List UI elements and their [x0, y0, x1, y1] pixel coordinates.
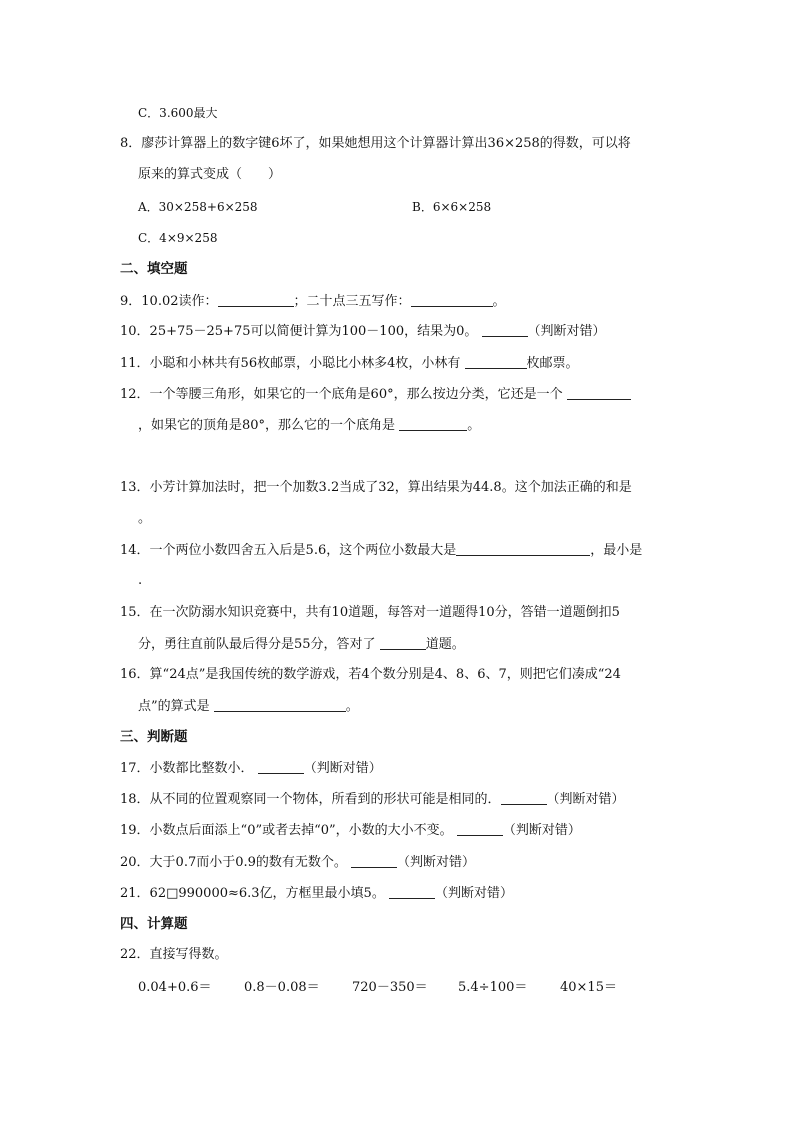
q11-text-a: 11．小聪和小林共有56枚邮票，小聪比小林多4枚，小林有	[120, 356, 461, 371]
judge-hint: （判断对错）	[397, 855, 476, 870]
answer-blank[interactable]	[351, 853, 397, 868]
answer-blank[interactable]	[380, 635, 426, 650]
answer-blank[interactable]	[482, 322, 528, 337]
section-heading-calc: 四、计算题	[120, 916, 188, 932]
answer-blank[interactable]	[389, 884, 435, 899]
q9-text-a: 9．10.02读作：	[120, 294, 218, 309]
judge-hint: （判断对错）	[502, 823, 581, 838]
q12-text-b: ，如果它的顶角是80°，那么它的一个底角是	[138, 418, 396, 433]
q14-line2: .	[138, 573, 143, 588]
calc-item: 40×15＝	[560, 980, 617, 995]
q11	[120, 354, 579, 373]
calc-item: 720－350＝	[352, 980, 428, 995]
q19	[120, 821, 581, 840]
q15-line1: 15．在一次防溺水知识竞赛中，共有10道题，每答对一道题得10分，答错一道题倒扣5	[120, 605, 620, 620]
answer-blank[interactable]	[218, 292, 294, 307]
q17	[120, 759, 382, 778]
q9	[120, 292, 506, 311]
answer-blank[interactable]	[567, 385, 631, 400]
q13-line2: 。	[138, 511, 152, 526]
q10	[120, 322, 606, 341]
q21	[120, 884, 513, 903]
q13-line1: 13．小芳计算加法时，把一个加数3.2当成了32，算出结果为44.8。这个加法正确的和是	[120, 480, 632, 495]
section-heading-fill: 二、填空题	[120, 261, 188, 277]
q12-line1	[120, 385, 631, 404]
q10-text: 10．25+75－25+75可以简便计算为100－100，结果为0。	[120, 324, 478, 339]
calc-item: 0.04+0.6＝	[138, 980, 212, 995]
q15-text-b: 分，勇往直前队最后得分是55分，答对了	[138, 637, 376, 652]
judge-hint: （判断对错）	[546, 792, 625, 807]
q9-text-c: 。	[492, 294, 506, 309]
answer-blank[interactable]	[258, 759, 304, 774]
answer-blank[interactable]	[501, 790, 547, 805]
q8-option-b: B．6×6×258	[412, 200, 492, 214]
answer-blank[interactable]	[456, 541, 590, 556]
answer-blank[interactable]	[465, 354, 527, 369]
q15-line2	[138, 635, 465, 654]
q11-text-b: 枚邮票。	[526, 356, 579, 371]
q19-text: 19．小数点后面添上“0”或者去掉“0”，小数的大小不变。	[120, 823, 453, 838]
q16-text-c: 。	[345, 699, 359, 714]
q22-items	[138, 979, 617, 997]
q12-line2	[138, 416, 480, 435]
q20	[120, 853, 475, 872]
q15-text-c: 道题。	[425, 637, 465, 652]
q20-text: 20．大于0.7而小于0.9的数有无数个。	[120, 855, 347, 870]
calc-item: 0.8－0.08＝	[244, 980, 320, 995]
q12-text-a: 12．一个等腰三角形，如果它的一个底角是60°，那么按边分类，它还是一个	[120, 387, 563, 402]
q16-line1: 16．算“24点”是我国传统的数学游戏，若4个数分别是4、8、6、7，则把它们凑成“24	[120, 667, 621, 682]
q14-text-a: 14．一个两位小数四舍五入后是5.6，这个两位小数最大是	[120, 543, 457, 558]
answer-blank[interactable]	[214, 697, 346, 712]
q8-option-a: A．30×258+6×258	[138, 200, 258, 214]
q17-text: 17．小数都比整数小．	[120, 761, 254, 776]
q8-text-line1: 8．廖莎计算器上的数字键6坏了，如果她想用这个计算器计算出36×258的得数，可以将	[120, 136, 631, 151]
q8-option-c: C．4×9×258	[138, 231, 218, 245]
q16-line2	[138, 697, 359, 716]
q18-text: 18．从不同的位置观察同一个物体，所看到的形状可能是相同的．	[120, 792, 501, 807]
q9-text-b: ；二十点三五写作：	[293, 294, 411, 309]
q18	[120, 790, 625, 809]
answer-blank[interactable]	[411, 292, 493, 307]
calc-item: 5.4÷100＝	[458, 980, 528, 995]
q8-text-line2: 原来的算式变成（ ）	[138, 167, 282, 182]
q14-line1	[120, 541, 642, 560]
judge-hint: （判断对错）	[434, 886, 513, 901]
section-heading-judge: 三、判断题	[120, 729, 188, 745]
answer-blank[interactable]	[457, 821, 503, 836]
answer-blank[interactable]	[399, 416, 467, 431]
q21-text: 21．62□990000≈6.3亿，方框里最小填5。	[120, 886, 385, 901]
q16-text-b: 点”的算式是	[138, 699, 210, 714]
q7-option-c: C．3.600最大	[138, 106, 218, 120]
q14-text-b: ，最小是	[590, 543, 643, 558]
q12-text-c: 。	[467, 418, 481, 433]
judge-hint: （判断对错）	[303, 761, 382, 776]
q22-title: 22．直接写得数。	[120, 947, 228, 962]
judge-hint: （判断对错）	[527, 324, 606, 339]
